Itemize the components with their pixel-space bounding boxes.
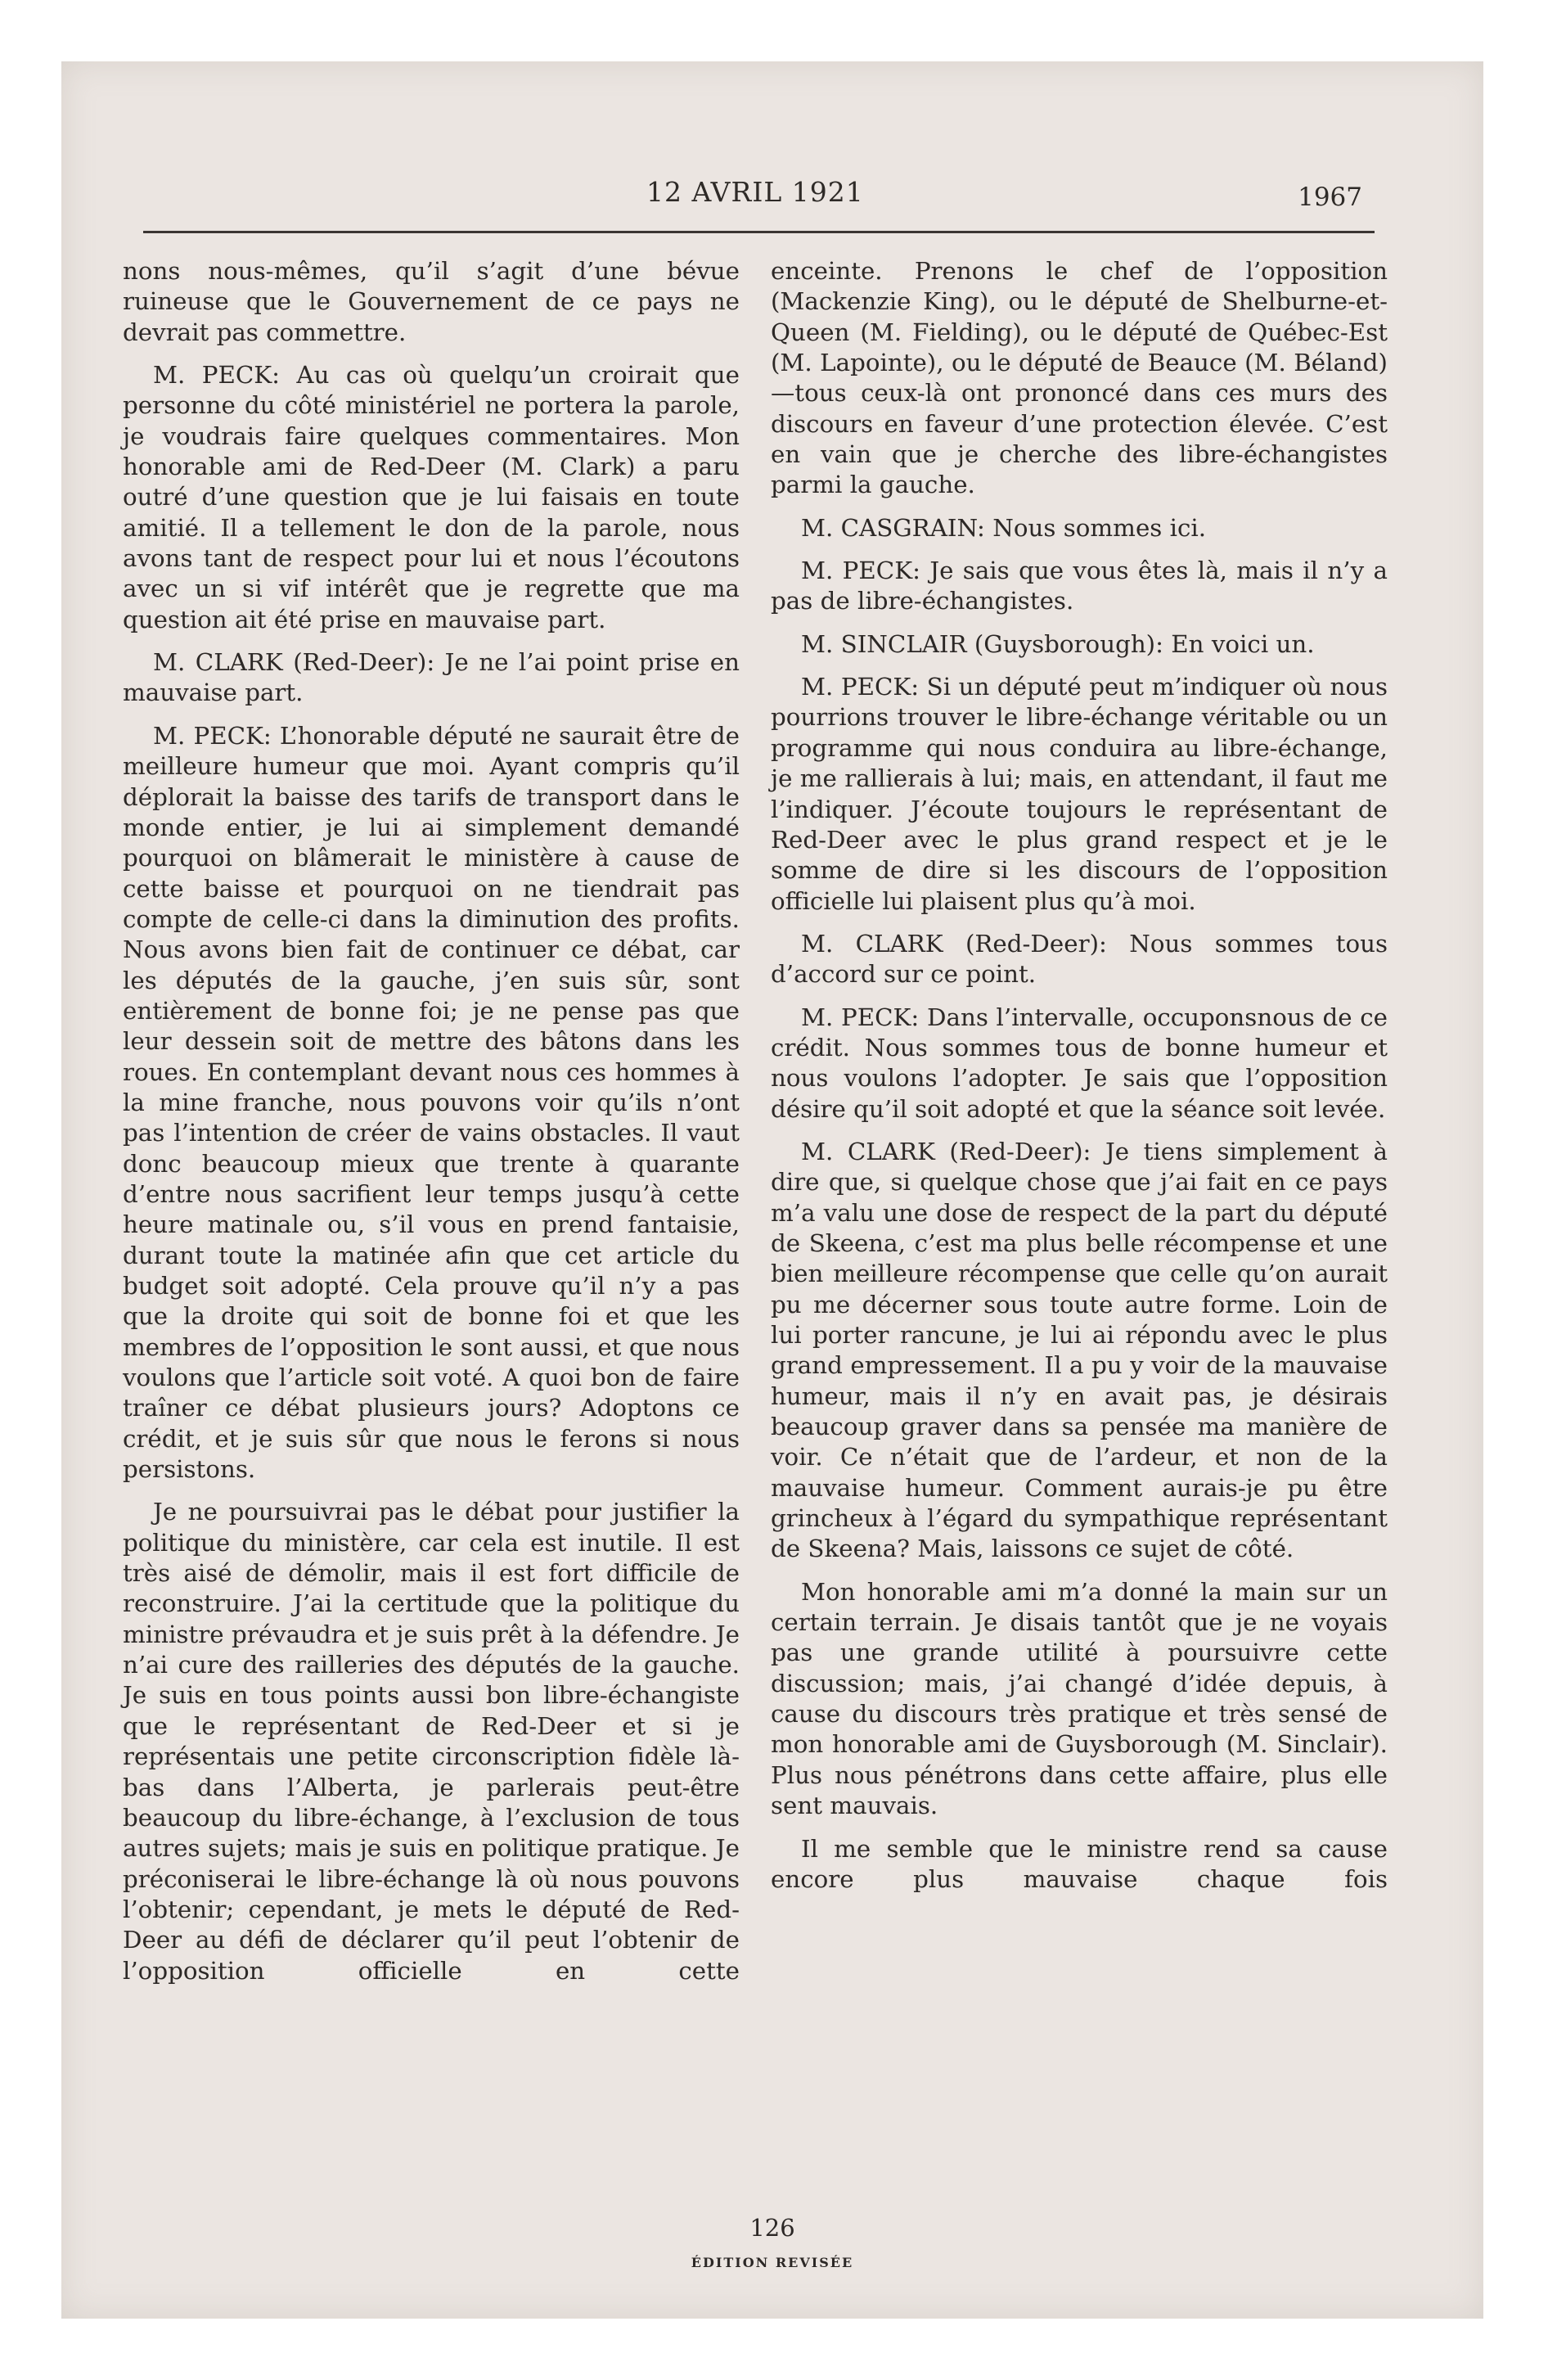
folio-number: 126 bbox=[749, 2214, 795, 2242]
paragraph: M. CLARK (Red-Deer): Je ne l’ai point prise en mauvaise part. bbox=[123, 648, 740, 707]
right-column bbox=[771, 256, 1388, 1895]
header-date: 12 AVRIL 1921 bbox=[646, 176, 864, 208]
paragraph: M. PECK: Je sais que vous êtes là, mais il n’y a pas de libre-échangistes. bbox=[771, 557, 1388, 615]
paragraph: M. SINCLAIR (Guysborough): En voici un. bbox=[801, 629, 1315, 658]
paragraph: Je ne poursuivrai pas le débat pour justifier la politique du ministère, car cela est inutile. Il est très aisé de démolir, mais il est fort difficile de reconstruire. J’ai la certitude que la politique du ministre prévaudra et je suis prêt à la défendre. Je n’ai cure des railleries des députés de la gauche. Je suis en tous points aussi bon libre-échangiste que le représentant de Red-Deer et si je représentais une petite circonscription fidèle là-bas dans l’Alberta, je parlerais peut-être beaucoup du libre-échange, à l’exclusion de tous autres sujets; mais je suis en politique pratique. Je préconiserai le libre-échange là où nous pouvons l’obtenir; cependant, je mets le député de Red-Deer au défi de déclarer qu’il peut l’obtenir de l’opposition officielle en cette bbox=[123, 1498, 740, 1985]
paragraph: nons nous-mêmes, qu’il s’agit d’une bévue ruineuse que le Gouvernement de ce pays ne devrait pas commettre. bbox=[123, 257, 740, 346]
paragraph: M. PECK: Au cas où quelqu’un croirait que personne du côté ministériel ne portera la parole, je voudrais faire quelques commentaires. Mon honorable ami de Red-Deer (M. Clark) a paru outré d’une question que je lui faisais en toute amitié. Il a tellement le don de la parole, nous avons tant de respect pour lui et nous l’écoutons avec un si vif intérêt que je regrette que ma question ait été prise en mauvaise part. bbox=[123, 361, 740, 633]
paragraph: M. PECK: Dans l’intervalle, occuponsnous de ce crédit. Nous sommes tous de bonne humeur et nous voulons l’adopter. Je sais que l’opposition désire qu’il soit adopté et que la séance soit levée. bbox=[771, 1003, 1388, 1123]
paragraph: enceinte. Prenons le chef de l’opposition (Mackenzie King), ou le député de Shelburne-et-Queen (M. Fielding), ou le député de Québec-Est (M. Lapointe), ou le député de Beauce (M. Béland)—tous ceux-là ont prononcé dans ces murs des discours en faveur d’une protection élevée. C’est en vain que je cherche des libre-échangistes parmi la gauche. bbox=[771, 257, 1388, 499]
paragraph: M. PECK: L’honorable député ne saurait être de meilleure humeur que moi. Ayant compris qu’il déplorait la baisse des tarifs de transport dans le monde entier, je lui ai simplement demandé pourquoi on blâmerait le ministère à cause de cette baisse et pourquoi on ne tiendrait pas compte de celle-ci dans la diminution des profits. Nous avons bien fait de continuer ce débat, car les députés de la gauche, j’en suis sûr, sont entièrement de bonne foi; je ne pense pas que leur dessein soit de mettre des bâtons dans les roues. En contemplant devant nous ces hommes à la mine franche, nous pouvons voir qu’ils n’ont pas l’intention de créer de vains obstacles. Il vaut donc beaucoup mieux que trente à quarante d’entre nous sacrifient leur temps jusqu’à cette heure matinale ou, s’il vous en prend fantaisie, durant toute la matinée afin que cet article du budget soit adopté. Cela prouve qu’il n’y a pas que la droite qui soit de bonne foi et que les membres de l’opposition le sont aussi, et que nous voulons que l’article soit voté. A quoi bon de faire traîner ce débat plusieurs jours? Adoptons ce crédit, et je suis sûr que nous le ferons si nous persistons. bbox=[123, 721, 740, 1484]
paragraph: Il me semble que le ministre rend sa cause encore plus mauvaise chaque fois bbox=[771, 1834, 1388, 1893]
header-rule bbox=[143, 231, 1375, 233]
paragraph: M. PECK: Si un député peut m’indiquer où nous pourrions trouver le libre-échange véritable ou un programme qui nous conduira au libre-échange, je me rallierais à lui; mais, en attendant, il faut me l’indiquer. J’écoute toujours le représentant de Red-Deer avec le plus grand respect et je le somme de dire si les discours de l’opposition officielle lui plaisent plus qu’à moi. bbox=[771, 673, 1388, 915]
paragraph: M. CLARK (Red-Deer): Nous sommes tous d’accord sur ce point. bbox=[771, 929, 1388, 989]
paragraph: Mon honorable ami m’a donné la main sur un certain terrain. Je disais tantôt que je ne voyais pas une grande utilité à poursuivre cette discussion; mais, j’ai changé d’idée depuis, à cause du discours très pratique et très sensé de mon honorable ami de Guysborough (M. Sinclair). Plus nous pénétrons dans cette affaire, plus elle sent mauvais. bbox=[771, 1577, 1388, 1820]
running-head bbox=[61, 176, 1483, 225]
header-page-number: 1967 bbox=[1298, 183, 1362, 212]
paragraph: M. CASGRAIN: Nous sommes ici. bbox=[801, 513, 1207, 542]
paragraph: M. CLARK (Red-Deer): Je tiens simplement à dire que, si quelque chose que j’ai fait en ce pays m’a valu une dose de respect de la part du député de Skeena, c’est ma plus belle récompense et une bien meilleure récompense que celle qu’on aurait pu me décerner sous toute autre forme. Loin de lui porter rancune, je lui ai répondu avec le plus grand empressement. Il a pu y voir de la mauvaise humeur, mais il n’y en avait pas, je désirais beaucoup graver dans sa pensée ma manière de voir. Ce n’était que de l’ardeur, et non de la mauvaise humeur. Comment aurais-je pu être grincheux à l’égard du sympathique représentant de Skeena? Mais, laissons ce sujet de côté. bbox=[771, 1137, 1388, 1563]
left-column bbox=[123, 256, 740, 1986]
scanned-page bbox=[61, 61, 1483, 2319]
edition-label: ÉDITION REVISÉE bbox=[691, 2255, 854, 2270]
